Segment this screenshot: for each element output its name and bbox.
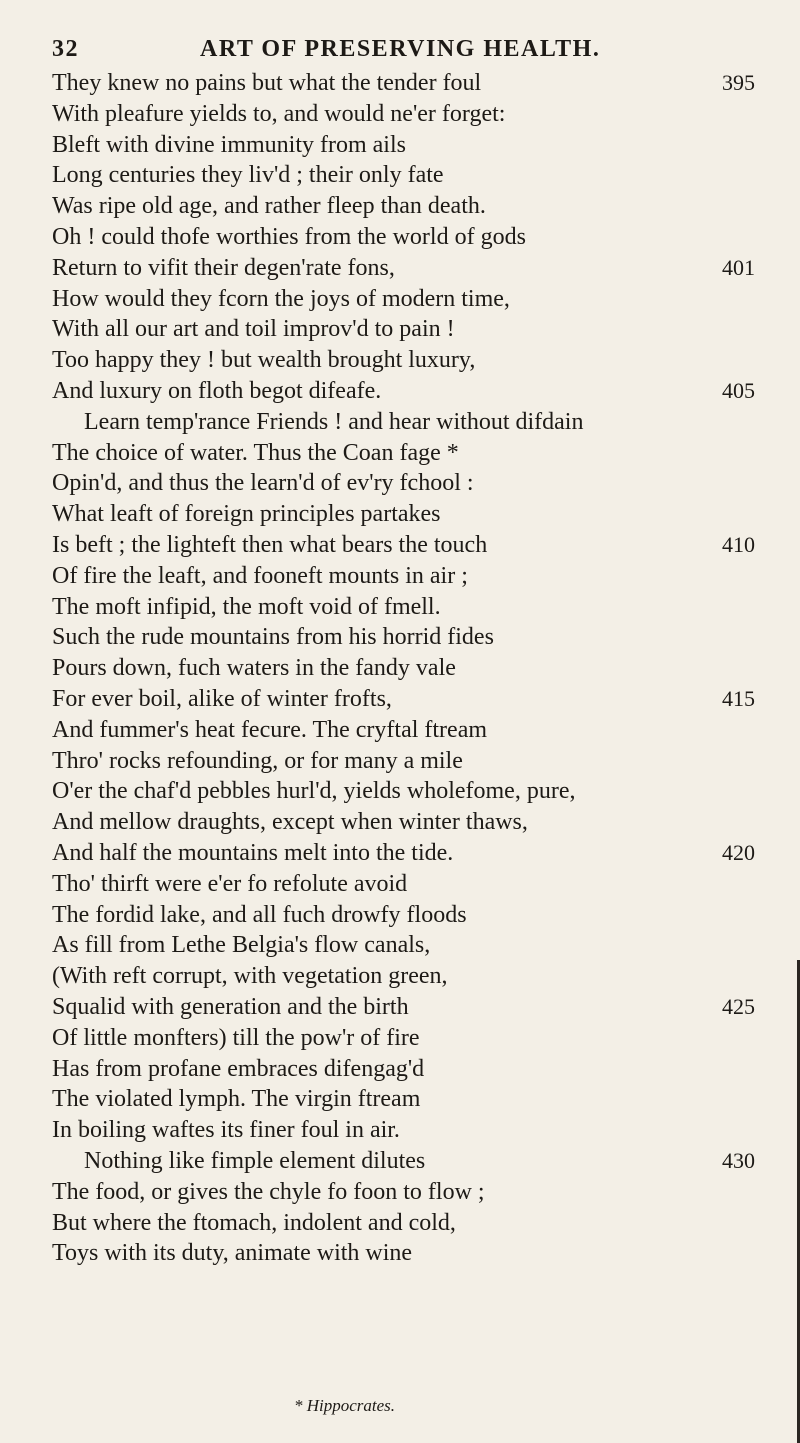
verse-line: Nothing like fimple element dilutes <box>84 1148 426 1174</box>
page-number: 32 <box>52 36 79 62</box>
verse-line: As fill from Lethe Belgia's flow canals, <box>52 932 431 958</box>
line-number: 401 <box>722 255 755 280</box>
verse-line: Such the rude mountains from his horrid fides <box>52 624 494 650</box>
verse-line: Oh ! could thofe worthies from the world of gods <box>52 224 526 250</box>
verse-line: Return to vifit their degen'rate fons, <box>52 255 395 281</box>
running-head: ART OF PRESERVING HEALTH. <box>200 36 601 62</box>
verse-line: Of fire the leaft, and fooneft mounts in air ; <box>52 563 468 589</box>
verse-line: The choice of water. Thus the Coan fage * <box>52 440 459 466</box>
verse-line: They knew no pains but what the tender foul <box>52 70 482 96</box>
verse-line: And luxury on floth begot difeafe. <box>52 378 382 404</box>
verse-line: Of little monfters) till the pow'r of fire <box>52 1025 420 1051</box>
line-number: 405 <box>722 378 755 403</box>
verse-line: Bleft with divine immunity from ails <box>52 132 406 158</box>
footnote: * Hippocrates. <box>294 1396 396 1415</box>
verse-line: Has from profane embraces difengag'd <box>52 1056 425 1082</box>
verse-line: The violated lymph. The virgin ftream <box>52 1086 421 1112</box>
verse-line: The fordid lake, and all fuch drowfy floods <box>52 902 467 928</box>
verse-line: Toys with its duty, animate with wine <box>52 1240 413 1266</box>
verse-line: The food, or gives the chyle fo foon to flow ; <box>52 1179 485 1205</box>
verse-line: Squalid with generation and the birth <box>52 994 409 1020</box>
verse-line: And half the mountains melt into the tide. <box>52 840 454 866</box>
line-number: 420 <box>722 840 755 865</box>
verse-line: Tho' thirft were e'er fo refolute avoid <box>52 871 408 897</box>
verse-line: Is beft ; the lighteft then what bears the touch <box>52 532 488 558</box>
line-number: 425 <box>722 994 755 1019</box>
verse-line: With all our art and toil improv'd to pain ! <box>52 316 455 342</box>
verse-line: Learn temp'rance Friends ! and hear without difdain <box>84 409 584 435</box>
line-number: 410 <box>722 532 755 557</box>
verse-line: Opin'd, and thus the learn'd of ev'ry fchool : <box>52 470 474 496</box>
verse-line: How would they fcorn the joys of modern time, <box>52 286 510 312</box>
verse-line: Thro' rocks refounding, or for many a mile <box>52 748 463 774</box>
verse-line: (With reft corrupt, with vegetation green, <box>52 963 448 989</box>
verse-line: Pours down, fuch waters in the fandy vale <box>52 655 456 681</box>
line-number: 415 <box>722 686 755 711</box>
verse-line: For ever boil, alike of winter frofts, <box>52 686 392 712</box>
line-number: 430 <box>722 1148 755 1173</box>
page-header <box>52 36 672 66</box>
verse-line: Long centuries they liv'd ; their only fate <box>52 162 444 188</box>
verse-line: But where the ftomach, indolent and cold, <box>52 1210 456 1236</box>
verse-line: O'er the chaf'd pebbles hurl'd, yields wholefome, pure, <box>52 778 576 804</box>
verse-line: The moft infipid, the moft void of fmell. <box>52 594 441 620</box>
verse-line: And mellow draughts, except when winter thaws, <box>52 809 528 835</box>
verse-line: What leaft of foreign principles partakes <box>52 501 441 527</box>
verse-line: And fummer's heat fecure. The cryftal ftream <box>52 717 488 743</box>
verse-line: In boiling waftes its finer foul in air. <box>52 1117 400 1143</box>
verse-line: Was ripe old age, and rather fleep than death. <box>52 193 486 219</box>
verse-line: With pleafure yields to, and would ne'er forget: <box>52 101 506 127</box>
verse-line: Too happy they ! but wealth brought luxury, <box>52 347 476 373</box>
line-number: 395 <box>722 70 755 95</box>
